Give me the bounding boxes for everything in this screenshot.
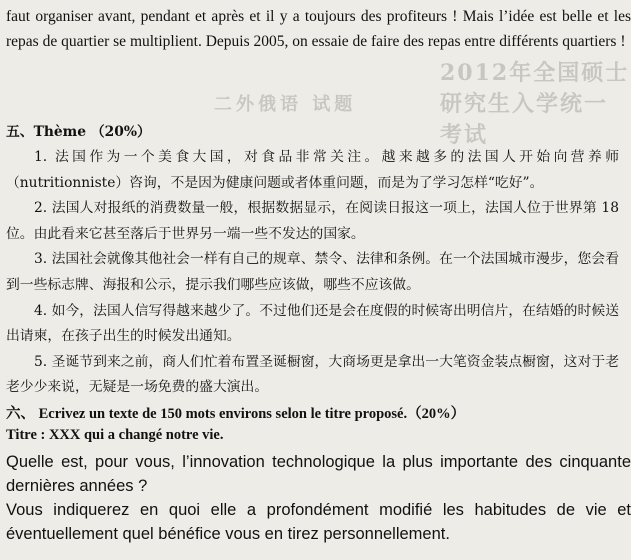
section-5-items	[0, 145, 625, 401]
section-5-heading: 五、Thème （20%）	[6, 124, 151, 140]
theme-item-4: 4. 如今，法国人信写得越来越少了。不过他们还是会在度假的时候寄出明信片，在结婚的时候送出请柬，在孩子出生的时候发出通知。	[6, 302, 619, 345]
theme-item-1: 1. 法国作为一个美食大国，对食品非常关注。越来越多的法国人开始向营养师（nutritionniste）咨询，不是因为健康问题或者体重问题，而是为了学习怎样“吃好”。	[6, 149, 619, 191]
intro-paragraph: faut organiser avant, pendant et après et il y a toujours des profiteurs ! Mais l’idée est belle et les repas de quartier se multiplient. Depuis 2005, on essaie de faire des repas entre différents quartiers !	[6, 8, 631, 50]
show-through-exam-title: 2012年全国硕士研究生入学统一考试	[440, 60, 630, 148]
essay-instruction: Vous indiquerez en quoi elle a profondément modifié les habitudes de vie et éventuellement quel bénéfice vous en tirez personnellement.	[6, 501, 631, 543]
theme-item-3: 3. 法国社会就像其他社会一样有自己的规章、禁令、法律和条例。在一个法国城市漫步，您会看到一些标志牌、海报和公示，提示我们哪些应该做，哪些不应该做。	[6, 251, 619, 293]
show-through-exam-subtitle: 二外俄语 试题	[214, 94, 357, 115]
theme-item-2: 2. 法国人对报纸的消费数量一般，根据数据显示，在阅读日报这一项上，法国人位于世界第 18 位。由此看来它甚至落后于世界另一端一些不发达的国家。	[6, 200, 619, 242]
essay-question: Quelle est, pour vous, l’innovation technologique la plus importante des cinquante dernières années ?	[6, 453, 631, 495]
essay-title: Titre : XXX qui a changé notre vie.	[6, 427, 224, 443]
section-6-heading: 六、 Ecrivez un texte de 150 mots environs selon le titre proposé.（20%）	[6, 406, 466, 422]
theme-item-5: 5. 圣诞节到来之前，商人们忙着布置圣诞橱窗，大商场更是拿出一大笔资金装点橱窗，这对于老老少少来说，无疑是一场免费的盛大演出。	[6, 353, 619, 396]
essay-prompt	[6, 450, 631, 546]
